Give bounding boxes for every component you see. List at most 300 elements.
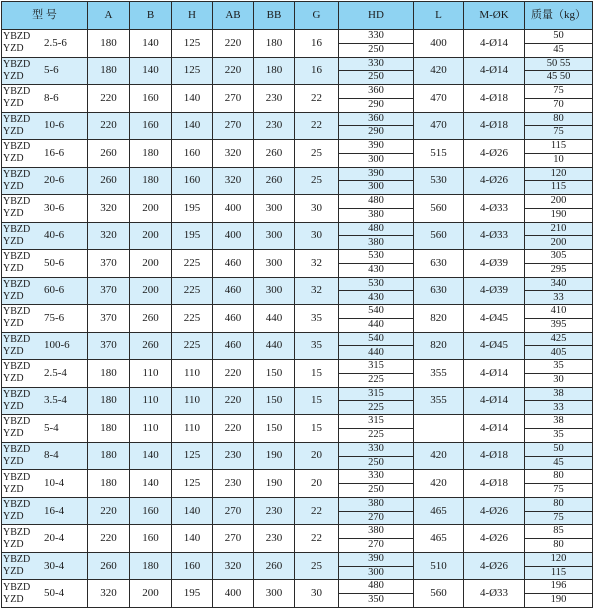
cell-b: 180 [130,552,172,580]
hd-top: 480 [339,580,413,594]
mass-top: 85 [525,525,592,539]
model-size: 5-6 [44,64,59,77]
cell-h: 160 [172,167,213,195]
cell-hd [339,305,414,333]
cell-mk: 4-Ø26 [464,497,525,525]
prefix-bottom: YZD [3,566,24,578]
model-cell [2,140,88,168]
table-row [2,140,593,168]
model-prefix [2,525,37,552]
model-prefix [2,223,37,250]
cell-l: 515 [414,140,464,168]
hd-bottom: 300 [368,181,384,193]
prefix-bottom: YZD [3,538,24,550]
cell-hd [339,112,414,140]
hd-bottom: 250 [368,43,384,55]
cell-ab: 220 [213,57,254,85]
hd-top: 380 [339,525,413,539]
table-row [2,332,593,360]
prefix-bottom: YZD [3,98,24,110]
mass-bottom: 395 [550,319,567,331]
cell-bb: 150 [254,415,295,443]
cell-hd [339,30,414,58]
header-mk: M-ØK [464,2,525,30]
prefix-bottom: YZD [3,455,24,467]
table-row [2,360,593,388]
cell-ab: 400 [213,222,254,250]
cell-ab: 220 [213,360,254,388]
cell-mk: 4-Ø26 [464,552,525,580]
mass-bottom: 115 [550,566,567,578]
cell-mk: 4-Ø14 [464,387,525,415]
cell-h: 225 [172,332,213,360]
model-size: 20-6 [44,174,65,187]
cell-h: 225 [172,277,213,305]
hd-bottom: 225 [368,374,384,386]
mass-bottom: 80 [553,539,564,551]
cell-a: 370 [88,305,130,333]
model-cell [2,112,88,140]
hd-bottom: 225 [368,429,384,441]
prefix-top: YBZD [3,113,31,125]
cell-mass [525,470,593,498]
cell-b: 200 [130,250,172,278]
cell-g: 22 [295,497,339,525]
header-ab: AB [213,2,254,30]
header-bb: BB [254,2,295,30]
cell-l [414,415,464,443]
cell-l: 470 [414,112,464,140]
cell-b: 200 [130,195,172,223]
table-row [2,57,593,85]
cell-b: 160 [130,497,172,525]
prefix-top: YBZD [3,581,31,593]
hd-top: 390 [339,140,413,154]
mass-bottom: 30 [553,374,564,386]
prefix-top: YBZD [3,443,31,455]
cell-mk: 4-Ø18 [464,112,525,140]
mass-top: 75 [525,85,592,99]
cell-mass [525,552,593,580]
cell-h: 225 [172,305,213,333]
mass-bottom: 45 [553,43,564,55]
cell-b: 160 [130,525,172,553]
model-size: 100-6 [44,339,70,352]
cell-bb: 230 [254,525,295,553]
prefix-top: YBZD [3,471,31,483]
prefix-bottom: YZD [3,483,24,495]
cell-mass [525,195,593,223]
mass-bottom: 115 [550,181,567,193]
cell-ab: 230 [213,470,254,498]
model-cell [2,57,88,85]
model-cell [2,525,88,553]
cell-l: 820 [414,305,464,333]
table-row [2,415,593,443]
table-row [2,167,593,195]
hd-top: 315 [339,388,413,402]
cell-a: 180 [88,30,130,58]
hd-bottom: 250 [368,484,384,496]
cell-a: 370 [88,332,130,360]
cell-g: 32 [295,250,339,278]
prefix-top: YBZD [3,141,31,153]
mass-bottom: 75 [553,484,564,496]
model-cell [2,580,88,608]
hd-bottom: 300 [368,566,384,578]
cell-ab: 270 [213,525,254,553]
cell-mk: 4-Ø33 [464,222,525,250]
cell-g: 25 [295,140,339,168]
cell-bb: 260 [254,552,295,580]
cell-g: 15 [295,360,339,388]
cell-bb: 260 [254,140,295,168]
cell-bb: 300 [254,250,295,278]
cell-l: 560 [414,580,464,608]
cell-l: 400 [414,30,464,58]
cell-g: 35 [295,305,339,333]
model-cell [2,442,88,470]
cell-mk: 4-Ø18 [464,85,525,113]
cell-bb: 300 [254,195,295,223]
cell-bb: 260 [254,167,295,195]
table-row [2,387,593,415]
cell-g: 32 [295,277,339,305]
cell-bb: 300 [254,580,295,608]
prefix-bottom: YZD [3,125,24,137]
hd-top: 390 [339,553,413,567]
model-size: 30-6 [44,201,65,214]
model-prefix [2,140,37,167]
model-prefix [2,168,37,195]
prefix-bottom: YZD [3,235,24,247]
prefix-top: YBZD [3,251,31,263]
cell-a: 260 [88,552,130,580]
cell-l: 820 [414,332,464,360]
cell-mk: 4-Ø18 [464,442,525,470]
model-prefix [2,580,37,607]
cell-g: 16 [295,57,339,85]
hd-top: 530 [339,278,413,292]
prefix-top: YBZD [3,86,31,98]
prefix-top: YBZD [3,168,31,180]
hd-bottom: 350 [368,594,384,606]
cell-hd [339,332,414,360]
model-cell [2,415,88,443]
model-size: 16-6 [44,146,65,159]
prefix-top: YBZD [3,196,31,208]
cell-bb: 300 [254,277,295,305]
table-row [2,525,593,553]
cell-hd [339,140,414,168]
cell-h: 225 [172,250,213,278]
mass-top: 35 [525,360,592,374]
cell-a: 180 [88,57,130,85]
cell-l: 630 [414,250,464,278]
mass-top: 340 [525,278,592,292]
cell-mass [525,277,593,305]
cell-l: 355 [414,387,464,415]
cell-mass [525,167,593,195]
prefix-top: YBZD [3,31,31,43]
cell-ab: 400 [213,195,254,223]
table-row [2,497,593,525]
cell-g: 25 [295,167,339,195]
model-prefix [2,85,37,112]
cell-a: 370 [88,277,130,305]
cell-a: 220 [88,525,130,553]
prefix-top: YBZD [3,306,31,318]
cell-a: 320 [88,580,130,608]
hd-bottom: 380 [368,236,384,248]
cell-b: 160 [130,112,172,140]
model-prefix [2,360,37,387]
header-h: H [172,2,213,30]
cell-mk: 4-Ø26 [464,525,525,553]
prefix-top: YBZD [3,333,31,345]
model-size: 10-6 [44,119,65,132]
prefix-top: YBZD [3,388,31,400]
mass-top: 50 [525,443,592,457]
hd-top: 480 [339,223,413,237]
prefix-top: YBZD [3,499,31,511]
table-row [2,250,593,278]
cell-bb: 190 [254,442,295,470]
table-row [2,305,593,333]
cell-l: 465 [414,525,464,553]
cell-mk: 4-Ø14 [464,415,525,443]
prefix-bottom: YZD [3,180,24,192]
hd-top: 530 [339,250,413,264]
cell-bb: 230 [254,497,295,525]
cell-b: 200 [130,580,172,608]
prefix-bottom: YZD [3,43,24,55]
cell-hd [339,277,414,305]
mass-top: 120 [525,553,592,567]
prefix-top: YBZD [3,361,31,373]
cell-b: 200 [130,277,172,305]
cell-ab: 320 [213,552,254,580]
cell-a: 220 [88,497,130,525]
model-prefix [2,113,37,140]
hd-top: 480 [339,195,413,209]
cell-hd [339,442,414,470]
cell-mass [525,525,593,553]
cell-mass [525,442,593,470]
model-cell [2,222,88,250]
table-row [2,277,593,305]
model-prefix [2,250,37,277]
cell-ab: 220 [213,387,254,415]
cell-a: 260 [88,167,130,195]
cell-mass [525,112,593,140]
model-prefix [2,58,37,85]
hd-bottom: 300 [368,153,384,165]
mass-bottom: 45 [553,456,564,468]
cell-bb: 230 [254,112,295,140]
prefix-top: YBZD [3,526,31,538]
model-prefix [2,388,37,415]
model-size: 8-4 [44,449,59,462]
model-size: 75-6 [44,311,65,324]
cell-ab: 220 [213,415,254,443]
cell-ab: 270 [213,85,254,113]
cell-b: 260 [130,332,172,360]
cell-h: 140 [172,112,213,140]
cell-mass [525,305,593,333]
header-hd: HD [339,2,414,30]
cell-b: 200 [130,222,172,250]
cell-ab: 400 [213,580,254,608]
prefix-bottom: YZD [3,290,24,302]
cell-hd [339,525,414,553]
cell-bb: 440 [254,305,295,333]
mass-bottom: 295 [550,264,567,276]
model-prefix [2,333,37,360]
model-size: 2.5-6 [44,36,67,49]
prefix-bottom: YZD [3,263,24,275]
mass-top: 38 [525,415,592,429]
mass-bottom: 405 [550,346,567,358]
cell-b: 180 [130,167,172,195]
prefix-bottom: YZD [3,373,24,385]
mass-bottom: 190 [550,208,567,220]
mass-bottom: 75 [553,511,564,523]
cell-ab: 320 [213,167,254,195]
cell-hd [339,580,414,608]
header-model: 型 号 [2,2,88,30]
model-size: 8-6 [44,91,59,104]
header-mass: 质量（kg） [525,2,593,30]
mass-bottom: 10 [553,153,564,165]
cell-hd [339,415,414,443]
mass-top: 120 [525,168,592,182]
cell-bb: 150 [254,387,295,415]
cell-l: 630 [414,277,464,305]
model-size: 5-4 [44,421,59,434]
cell-bb: 180 [254,30,295,58]
cell-l: 530 [414,167,464,195]
model-prefix [2,30,37,57]
model-cell [2,305,88,333]
cell-l: 420 [414,470,464,498]
cell-h: 195 [172,580,213,608]
mass-top: 410 [525,305,592,319]
mass-top: 115 [525,140,592,154]
cell-mass [525,497,593,525]
cell-a: 220 [88,112,130,140]
cell-ab: 460 [213,332,254,360]
cell-l: 470 [414,85,464,113]
cell-g: 30 [295,222,339,250]
cell-mk: 4-Ø39 [464,277,525,305]
hd-bottom: 380 [368,208,384,220]
cell-g: 20 [295,470,339,498]
model-cell [2,195,88,223]
cell-ab: 460 [213,277,254,305]
cell-mk: 4-Ø26 [464,140,525,168]
cell-b: 140 [130,442,172,470]
header-l: L [414,2,464,30]
cell-hd [339,195,414,223]
cell-hd [339,497,414,525]
cell-h: 110 [172,415,213,443]
header-row [2,2,593,30]
model-prefix [2,195,37,222]
cell-g: 30 [295,195,339,223]
mass-bottom: 33 [553,401,564,413]
cell-mk: 4-Ø26 [464,167,525,195]
table-row [2,580,593,608]
table-row [2,222,593,250]
cell-g: 16 [295,30,339,58]
cell-l: 560 [414,195,464,223]
cell-l: 510 [414,552,464,580]
cell-b: 160 [130,85,172,113]
cell-a: 180 [88,360,130,388]
prefix-top: YBZD [3,554,31,566]
hd-bottom: 440 [368,346,384,358]
hd-bottom: 290 [368,126,384,138]
cell-b: 180 [130,140,172,168]
cell-mass [525,57,593,85]
model-size: 20-4 [44,532,65,545]
hd-bottom: 250 [368,456,384,468]
model-size: 2.5-4 [44,366,67,379]
mass-bottom: 75 [553,126,564,138]
model-cell [2,470,88,498]
hd-top: 315 [339,360,413,374]
header-g: G [295,2,339,30]
cell-h: 110 [172,360,213,388]
prefix-bottom: YZD [3,318,24,330]
cell-g: 22 [295,525,339,553]
cell-l: 420 [414,57,464,85]
cell-h: 195 [172,195,213,223]
cell-b: 140 [130,30,172,58]
cell-mass [525,30,593,58]
prefix-top: YBZD [3,416,31,428]
cell-h: 125 [172,442,213,470]
model-cell [2,167,88,195]
hd-top: 315 [339,415,413,429]
cell-h: 110 [172,387,213,415]
cell-l: 465 [414,497,464,525]
cell-mass [525,360,593,388]
cell-l: 355 [414,360,464,388]
cell-ab: 460 [213,305,254,333]
model-cell [2,277,88,305]
mass-bottom: 33 [553,291,564,303]
hd-top: 380 [339,498,413,512]
hd-bottom: 225 [368,401,384,413]
model-size: 40-6 [44,229,65,242]
prefix-bottom: YZD [3,208,24,220]
mass-top: 38 [525,388,592,402]
model-prefix [2,443,37,470]
model-size: 3.5-4 [44,394,67,407]
model-prefix [2,415,37,442]
cell-a: 260 [88,140,130,168]
cell-a: 370 [88,250,130,278]
table-row [2,442,593,470]
cell-b: 110 [130,387,172,415]
prefix-bottom: YZD [3,70,24,82]
hd-bottom: 430 [368,291,384,303]
cell-mass [525,250,593,278]
mass-top: 50 [525,30,592,44]
model-size: 60-6 [44,284,65,297]
